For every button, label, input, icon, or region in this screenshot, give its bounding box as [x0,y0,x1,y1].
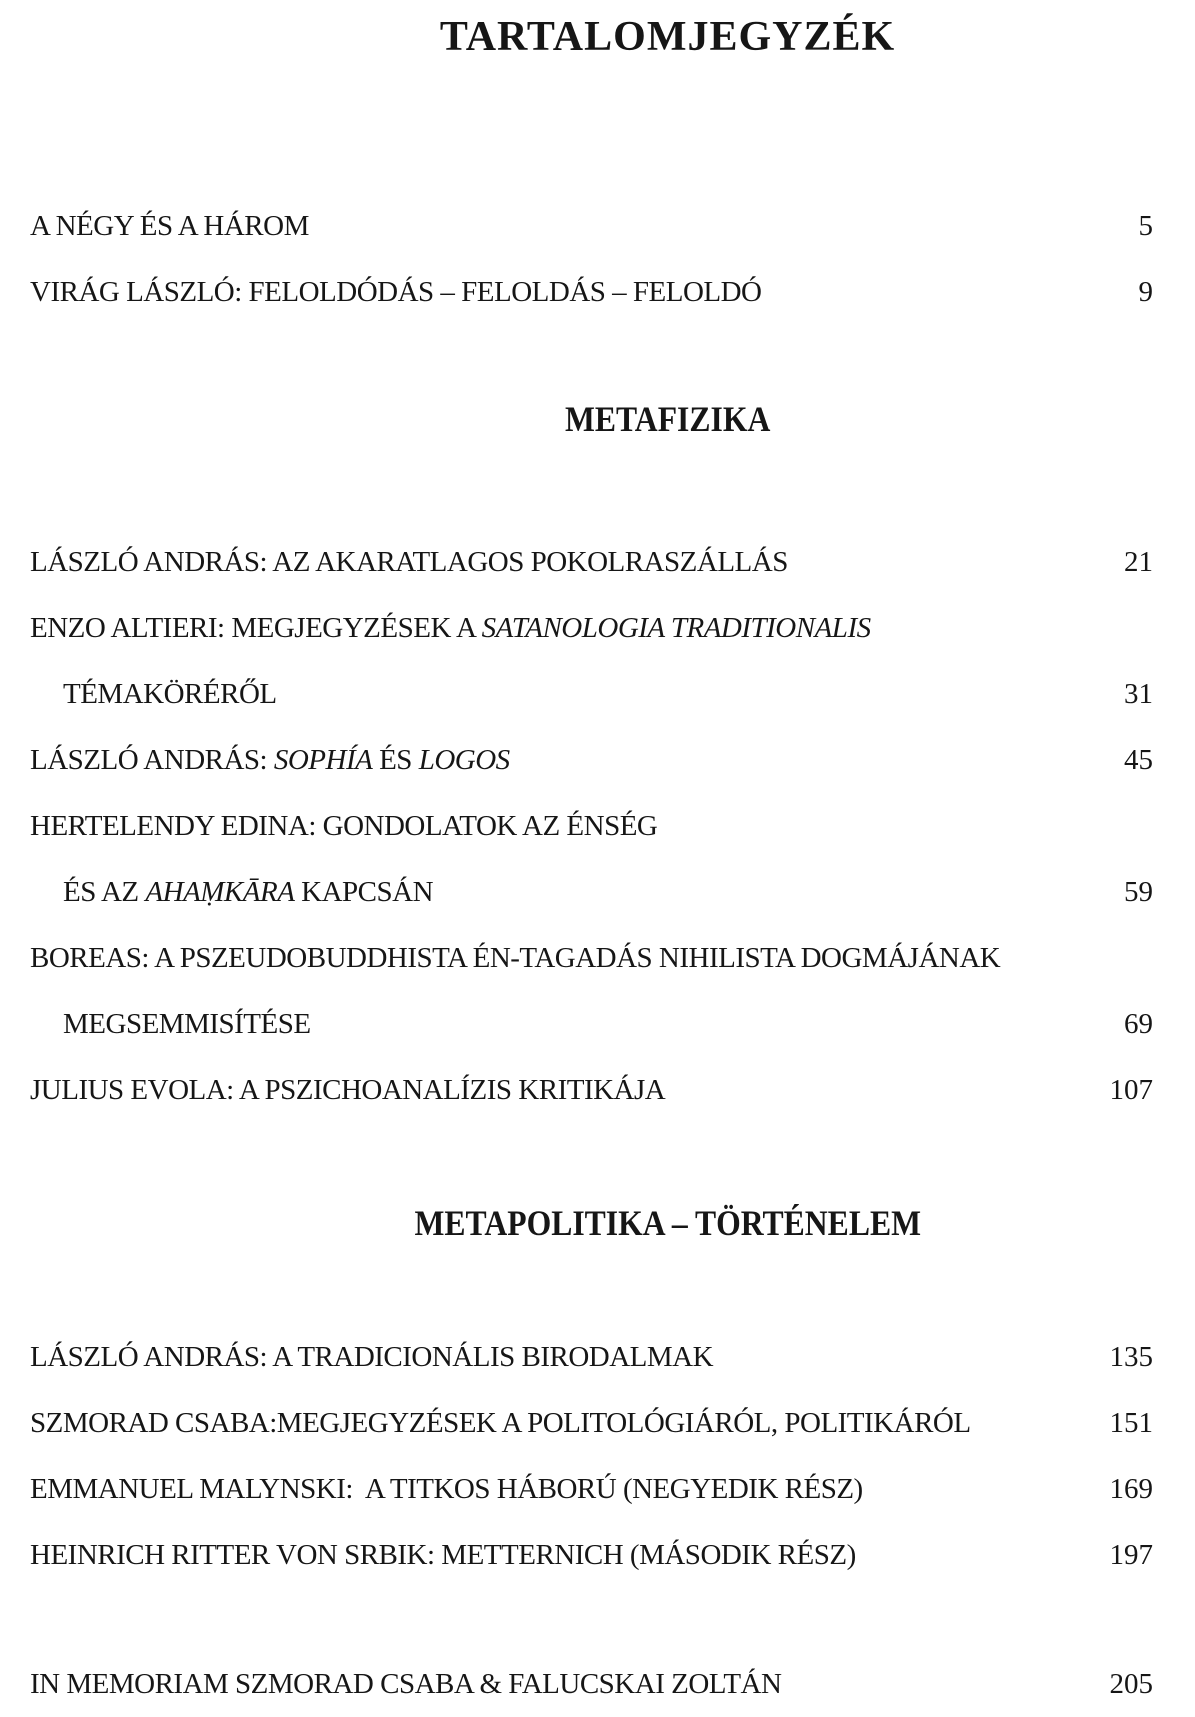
toc-row [0,529,1195,595]
toc-entry-page: 21 [1124,546,1153,578]
toc-entry-page: 31 [1124,678,1153,710]
toc-entry-page: 205 [1109,1668,1153,1700]
toc-row [0,1456,1195,1522]
toc-entry-label: MEGSEMMISÍTÉSE [63,1008,311,1040]
toc-section [0,1651,1195,1717]
toc-entry-page: 107 [1109,1074,1153,1106]
toc-entry-label: EMMANUEL MALYNSKI: A TITKOS HÁBORÚ (NEGYEDIK RÉSZ) [30,1473,863,1505]
toc-entry-page: 69 [1124,1008,1153,1040]
toc-row [0,259,1195,325]
toc-entry-label: SZMORAD CSABA:MEGJEGYZÉSEK A POLITOLÓGIÁRÓL, POLITIKÁRÓL [30,1407,971,1439]
toc-row [0,991,1195,1057]
toc-entry-label: A NÉGY ÉS A HÁROM [30,210,309,242]
toc-entry-page: 169 [1109,1473,1153,1505]
toc-section [0,193,1195,325]
toc-entry-label: LÁSZLÓ ANDRÁS: AZ AKARATLAGOS POKOLRASZÁLLÁS [30,546,788,578]
toc-entry-label: BOREAS: A PSZEUDOBUDDHISTA ÉN-TAGADÁS NIHILISTA DOGMÁJÁNAK [30,942,1001,974]
toc-entry-label: LÁSZLÓ ANDRÁS: SOPHÍA ÉS LOGOS [30,744,510,776]
toc-row [0,595,1195,661]
toc-row [0,193,1195,259]
toc-entry-page: 59 [1124,876,1153,908]
toc-entry-label: TÉMAKÖRÉRŐL [63,678,277,710]
toc-row [0,1057,1195,1123]
page-title: TARTALOMJEGYZÉK [439,14,896,60]
toc-section [0,394,1195,1123]
toc-entry-label: ENZO ALTIERI: MEGJEGYZÉSEK A SATANOLOGIA TRADITIONALIS [30,612,871,644]
toc-entry-label: IN MEMORIAM SZMORAD CSABA & FALUCSKAI ZOLTÁN [30,1668,782,1700]
toc-row [0,661,1195,727]
toc-row [0,1390,1195,1456]
toc-entry-page: 135 [1109,1341,1153,1373]
toc-entry-page: 45 [1124,744,1153,776]
toc-entry-label: ÉS AZ AHAṂKĀRA KAPCSÁN [63,876,434,908]
toc-entry-label: LÁSZLÓ ANDRÁS: A TRADICIONÁLIS BIRODALMAK [30,1341,714,1373]
toc-row [0,1651,1195,1717]
toc-row [0,925,1195,991]
section-heading: METAPOLITIKA – TÖRTÉNELEM [414,1203,921,1243]
toc-entry-label: HERTELENDY EDINA: GONDOLATOK AZ ÉNSÉG [30,810,658,842]
toc-row [0,1522,1195,1588]
toc-entry-label: VIRÁG LÁSZLÓ: FELOLDÓDÁS – FELOLDÁS – FELOLDÓ [30,276,762,308]
toc-entry-page: 9 [1138,276,1153,308]
toc-row [0,1324,1195,1390]
toc-section [0,1198,1195,1588]
toc-entry-page: 197 [1109,1539,1153,1571]
toc-row [0,793,1195,859]
toc-entry-label: JULIUS EVOLA: A PSZICHOANALÍZIS KRITIKÁJA [30,1074,666,1106]
toc-entry-page: 151 [1109,1407,1153,1439]
toc-entry-label: HEINRICH RITTER VON SRBIK: METTERNICH (MÁSODIK RÉSZ) [30,1539,856,1571]
toc-entry-page: 5 [1138,210,1153,242]
toc-row [0,727,1195,793]
toc-row [0,859,1195,925]
section-heading: METAFIZIKA [564,399,771,439]
